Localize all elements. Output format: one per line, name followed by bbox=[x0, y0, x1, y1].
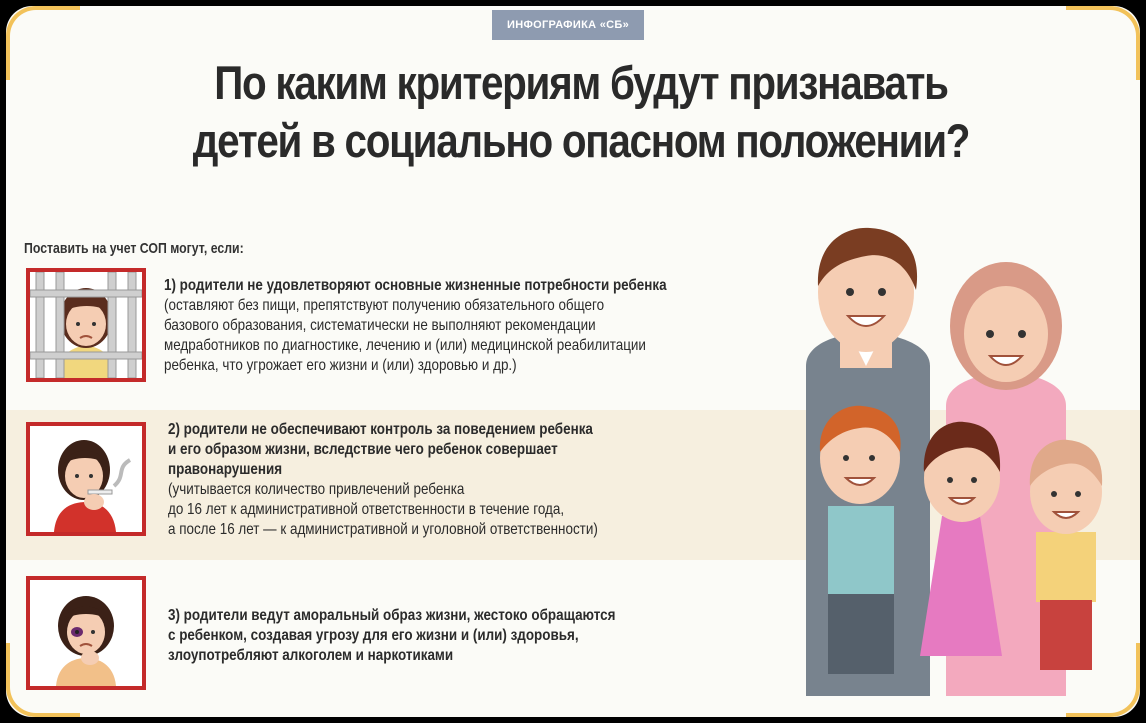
source-badge: ИНФОГРАФИКА «СБ» bbox=[492, 10, 644, 40]
criterion-3-head-1: 3) родители ведут аморальный образ жизни, жестоко обращаются bbox=[168, 607, 616, 624]
criterion-1-line-1: (оставляют без пищи, препятствуют получению обязательного общего bbox=[164, 297, 605, 314]
criterion-2 bbox=[168, 420, 598, 540]
criterion-2-head-3: правонарушения bbox=[168, 461, 283, 478]
frame-corner-tl bbox=[6, 6, 80, 80]
criterion-3-head-2: с ребенком, создавая угрозу для его жизни и (или) здоровья, bbox=[168, 627, 579, 644]
criterion-1-line-3: медработников по диагностике, лечению и (или) медицинской реабилитации bbox=[164, 337, 646, 354]
criterion-2-line-1: (учитывается количество привлечений ребенка bbox=[168, 481, 465, 498]
title-line-2: детей в социально опасном положении? bbox=[192, 114, 970, 167]
page-title bbox=[138, 54, 1024, 170]
intro-text: Поставить на учет СОП могут, если: bbox=[24, 240, 244, 257]
criterion-3 bbox=[168, 606, 615, 666]
criterion-2-head-1: 2) родители не обеспечивают контроль за поведением ребенка bbox=[168, 421, 593, 438]
title-line-1: По каким критериям будут признавать bbox=[214, 56, 948, 109]
criterion-2-line-3: а после 16 лет — к административной и уголовной ответственности) bbox=[168, 521, 598, 538]
criterion-1-head: 1) родители не удовлетворяют основные жизненные потребности ребенка bbox=[164, 277, 667, 294]
family-illustration bbox=[766, 216, 1136, 716]
infographic-card bbox=[6, 6, 1140, 717]
child-smoking-icon bbox=[26, 422, 146, 536]
criterion-1-line-2: базового образования, систематически не выполняют рекомендации bbox=[164, 317, 596, 334]
child-behind-bars-icon bbox=[26, 268, 146, 382]
frame-corner-bl bbox=[6, 643, 80, 717]
criterion-1 bbox=[164, 276, 667, 376]
frame-corner-br bbox=[1066, 643, 1140, 717]
criterion-2-line-2: до 16 лет к административной ответственности в течение года, bbox=[168, 501, 565, 518]
criterion-1-line-4: ребенка, что угрожает его жизни и (или) здоровью и др.) bbox=[164, 357, 517, 374]
criterion-2-head-2: и его образом жизни, вследствие чего ребенок совершает bbox=[168, 441, 558, 458]
criterion-3-head-3: злоупотребляют алкоголем и наркотиками bbox=[168, 647, 454, 664]
frame-corner-tr bbox=[1066, 6, 1140, 80]
